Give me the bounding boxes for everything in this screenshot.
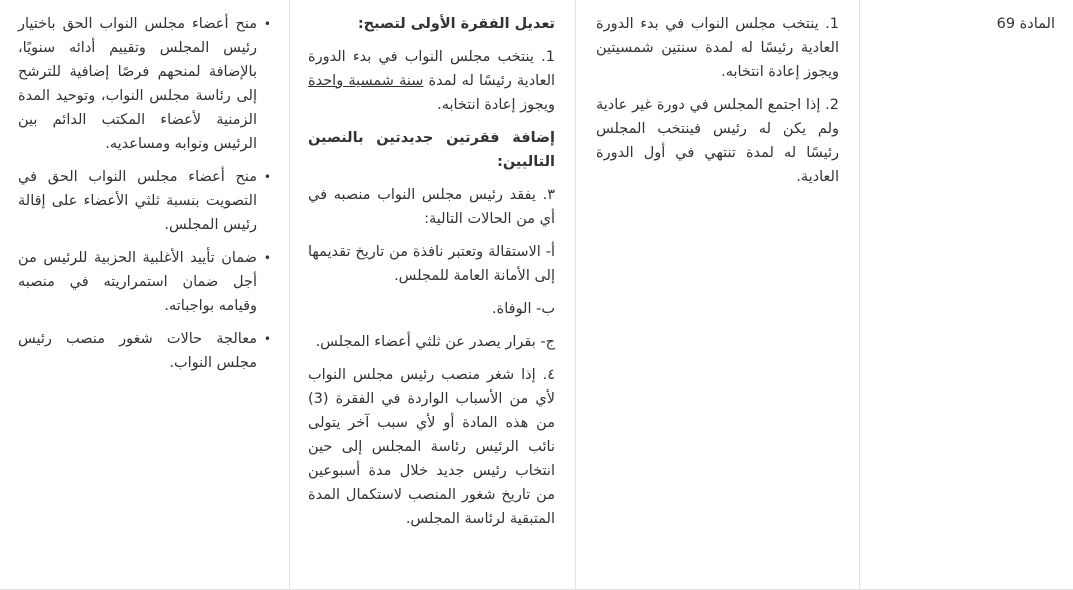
new-paragraph-4: ٤. إذا شغر منصب رئيس مجلس النواب لأي من الأسباب الواردة في الفقرة (3) من هذه المادة أو لأي سبب آخر يتولى نائب الرئيس رئاسة المجلس إلى حين انتخاب رئيس جديد خلال مدة أسبوعين من تاريخ شغور المنصب لاستكمال المدة المتبقية لرئاسة المجلس. [308,367,555,527]
current-text-cell [575,0,859,589]
bullet-icon: • [263,17,271,31]
bullet-icon: • [263,332,271,346]
amended-paragraph-1-end: ويجوز إعادة انتخابه. [437,97,555,113]
current-paragraph-2: 2. إذا اجتمع المجلس في دورة غير عادية ولم يكن له رئيس فينتخب المجلس رئيسًا له لمدة تنتهي في أول الدورة العادية. [596,97,839,185]
current-paragraph-1: 1. ينتخب مجلس النواب في بدء الدورة العادية رئيسًا له لمدة سنتين شمسيتين ويجوز إعادة انتخابه. [596,16,839,80]
amended-paragraph-1 [308,45,555,117]
rationale-list [18,12,271,375]
amended-paragraph-1-start: 1. ينتخب مجلس النواب في بدء الدورة العادية رئيسًا له لمدة [308,49,556,89]
list-item [18,246,271,318]
amendment-heading-first-paragraph: تعديل الفقرة الأولى لتصبح: [357,16,555,32]
bullet-icon: • [263,251,271,265]
amendment-cell [289,0,575,589]
rationale-text: ضمان تأييد الأغلبية الحزبية للرئيس من أجل ضمان استمراريته في منصبه وقيامه بواجباته. [18,250,257,314]
new-paragraph-3-item-c: ج- بقرار يصدر عن ثلثي أعضاء المجلس. [315,334,555,350]
rationale-text: معالجة حالات شغور منصب رئيس مجلس النواب. [18,331,257,371]
bullet-icon: • [263,170,271,184]
article-number: المادة 69 [996,16,1055,32]
list-item [18,327,271,375]
list-item [18,12,271,156]
amended-term-underlined: سنة شمسية واحدة [308,73,424,89]
list-item [18,165,271,237]
amendment-heading-new-paragraphs: إضافة فقرتين جديدتين بالنصين التاليين: [308,130,555,170]
new-paragraph-3-item-a: أ- الاستقالة وتعتبر نافذة من تاريخ تقديمها إلى الأمانة العامة للمجلس. [308,244,555,284]
rationale-text: منح أعضاء مجلس النواب الحق باختيار رئيس المجلس وتقييم أدائه سنويًا، بالإضافة لمنحهم فرصًا إضافية للترشح إلى رئاسة مجلس النواب، وتوحيد المدة الزمنية لأعضاء المكتب الدائم بين الرئيس ونوابه ومساعديه. [18,16,257,152]
new-paragraph-3-item-b: ب- الوفاة. [492,301,555,317]
article-cell [859,0,1073,589]
rationale-text: منح أعضاء مجلس النواب الحق في التصويت بنسبة ثلثي الأعضاء على إقالة رئيس المجلس. [18,169,257,233]
new-paragraph-3: ٣. يفقد رئيس مجلس النواب منصبه في أي من الحالات التالية: [308,187,555,227]
rationale-cell [0,0,289,589]
